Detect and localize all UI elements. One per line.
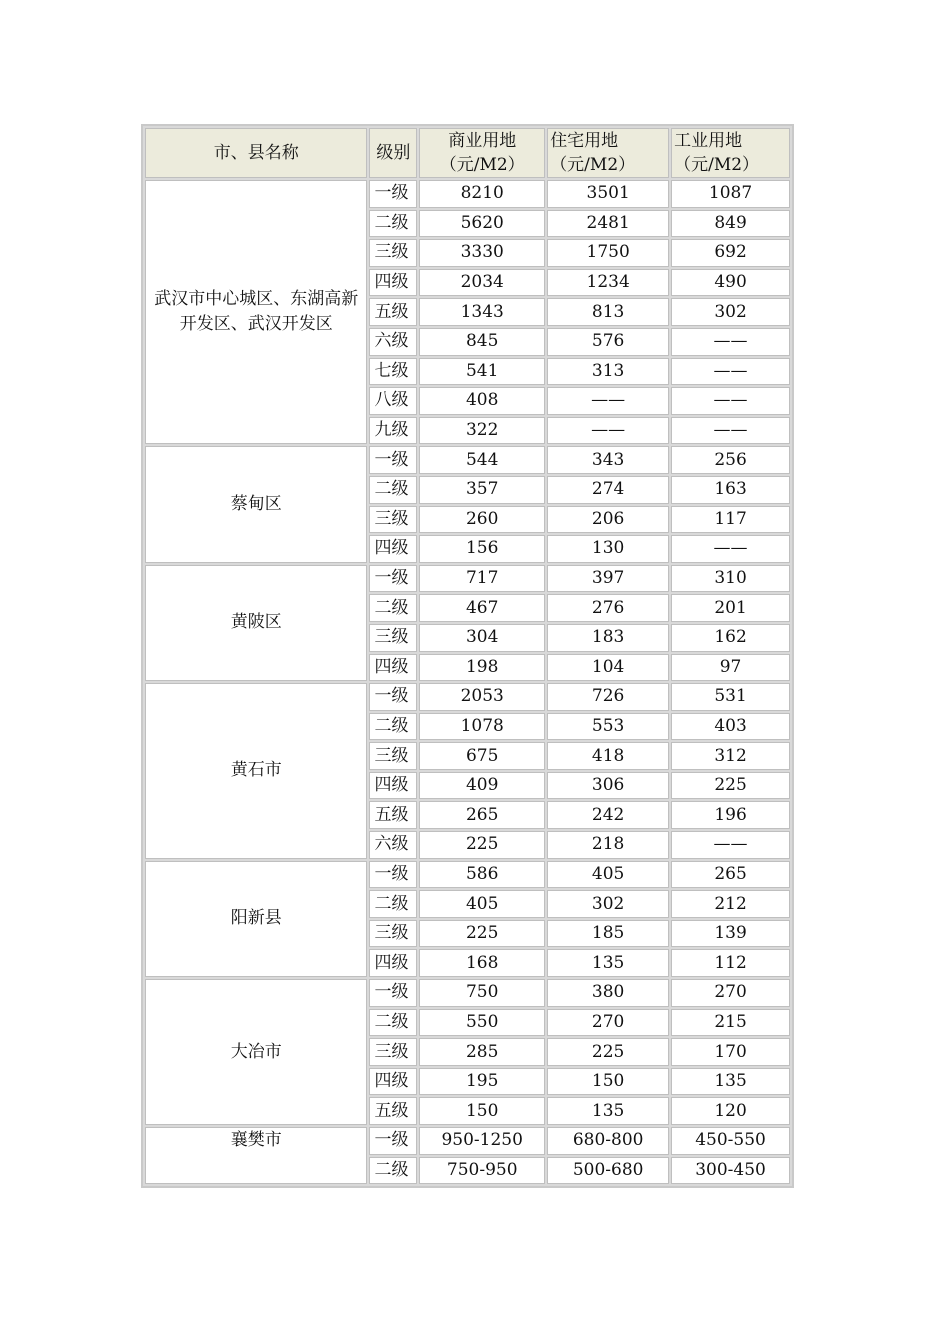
commercial-price-cell: 544: [419, 446, 545, 474]
industrial-price-cell: 849: [671, 210, 790, 238]
level-cell: 二级: [369, 476, 417, 504]
level-cell: 八级: [369, 387, 417, 415]
industrial-price-cell: 270: [671, 979, 790, 1007]
commercial-price-cell: 225: [419, 831, 545, 859]
land-price-table-container: [141, 124, 794, 1188]
residential-price-cell: 104: [547, 654, 669, 682]
level-cell: 四级: [369, 654, 417, 682]
commercial-price-cell: 357: [419, 476, 545, 504]
residential-price-cell: 680-800: [547, 1127, 669, 1155]
industrial-price-cell: 692: [671, 239, 790, 267]
commercial-price-cell: 586: [419, 861, 545, 889]
commercial-price-cell: 405: [419, 890, 545, 918]
industrial-price-cell: 215: [671, 1009, 790, 1037]
level-cell: 三级: [369, 624, 417, 652]
level-cell: 三级: [369, 920, 417, 948]
commercial-price-cell: 845: [419, 328, 545, 356]
table-row: [145, 979, 790, 1007]
industrial-price-cell: 139: [671, 920, 790, 948]
commercial-price-cell: 717: [419, 565, 545, 593]
industrial-price-cell: 162: [671, 624, 790, 652]
commercial-price-cell: 168: [419, 949, 545, 977]
residential-price-cell: 3501: [547, 180, 669, 208]
industrial-price-cell: 302: [671, 298, 790, 326]
region-name-cell: 蔡甸区: [145, 446, 367, 562]
industrial-price-cell: 163: [671, 476, 790, 504]
commercial-price-cell: 541: [419, 358, 545, 386]
residential-price-cell: 135: [547, 1097, 669, 1125]
header-level: 级别: [369, 128, 417, 178]
region-name-cell: 阳新县: [145, 861, 367, 977]
level-cell: 六级: [369, 328, 417, 356]
industrial-price-cell: 97: [671, 654, 790, 682]
industrial-price-cell: ——: [671, 417, 790, 445]
industrial-price-cell: 312: [671, 742, 790, 770]
residential-price-cell: 380: [547, 979, 669, 1007]
residential-price-cell: 726: [547, 683, 669, 711]
level-cell: 二级: [369, 890, 417, 918]
table-header-row: [145, 128, 790, 178]
level-cell: 六级: [369, 831, 417, 859]
commercial-price-cell: 1343: [419, 298, 545, 326]
residential-price-cell: 183: [547, 624, 669, 652]
industrial-price-cell: 196: [671, 801, 790, 829]
industrial-price-cell: 117: [671, 506, 790, 534]
industrial-price-cell: 212: [671, 890, 790, 918]
residential-price-cell: 225: [547, 1038, 669, 1066]
industrial-price-cell: ——: [671, 328, 790, 356]
residential-price-cell: 150: [547, 1068, 669, 1096]
industrial-price-cell: 310: [671, 565, 790, 593]
commercial-price-cell: 150: [419, 1097, 545, 1125]
region-name-cell: 武汉市中心城区、东湖高新开发区、武汉开发区: [145, 180, 367, 444]
industrial-price-cell: ——: [671, 387, 790, 415]
industrial-price-cell: 112: [671, 949, 790, 977]
header-residential: 住宅用地（元/M2）: [547, 128, 669, 178]
level-cell: 五级: [369, 1097, 417, 1125]
residential-price-cell: 276: [547, 594, 669, 622]
residential-price-cell: 1234: [547, 269, 669, 297]
level-cell: 二级: [369, 210, 417, 238]
residential-price-cell: 218: [547, 831, 669, 859]
table-row: [145, 180, 790, 208]
level-cell: 九级: [369, 417, 417, 445]
header-commercial: 商业用地（元/M2）: [419, 128, 545, 178]
table-row: [145, 861, 790, 889]
industrial-price-cell: 300-450: [671, 1157, 790, 1185]
level-cell: 四级: [369, 269, 417, 297]
level-cell: 一级: [369, 565, 417, 593]
level-cell: 一级: [369, 683, 417, 711]
level-cell: 三级: [369, 239, 417, 267]
commercial-price-cell: 5620: [419, 210, 545, 238]
commercial-price-cell: 3330: [419, 239, 545, 267]
level-cell: 二级: [369, 713, 417, 741]
header-region: 市、县名称: [145, 128, 367, 178]
residential-price-cell: 2481: [547, 210, 669, 238]
residential-price-cell: 405: [547, 861, 669, 889]
level-cell: 四级: [369, 1068, 417, 1096]
industrial-price-cell: 170: [671, 1038, 790, 1066]
residential-price-cell: 135: [547, 949, 669, 977]
residential-price-cell: 313: [547, 358, 669, 386]
level-cell: 一级: [369, 861, 417, 889]
commercial-price-cell: 8210: [419, 180, 545, 208]
land-price-table: [141, 124, 794, 1188]
residential-price-cell: 270: [547, 1009, 669, 1037]
table-body: [145, 180, 790, 1184]
level-cell: 三级: [369, 742, 417, 770]
commercial-price-cell: 304: [419, 624, 545, 652]
commercial-price-cell: 750: [419, 979, 545, 1007]
industrial-price-cell: 135: [671, 1068, 790, 1096]
industrial-price-cell: ——: [671, 358, 790, 386]
commercial-price-cell: 409: [419, 772, 545, 800]
residential-price-cell: 500-680: [547, 1157, 669, 1185]
region-name-cell: 襄樊市: [145, 1127, 367, 1184]
industrial-price-cell: 450-550: [671, 1127, 790, 1155]
region-name-cell: 黄石市: [145, 683, 367, 859]
commercial-price-cell: 550: [419, 1009, 545, 1037]
level-cell: 二级: [369, 594, 417, 622]
table-row: [145, 446, 790, 474]
industrial-price-cell: ——: [671, 831, 790, 859]
table-row: [145, 565, 790, 593]
residential-price-cell: 813: [547, 298, 669, 326]
residential-price-cell: 576: [547, 328, 669, 356]
commercial-price-cell: 322: [419, 417, 545, 445]
residential-price-cell: 418: [547, 742, 669, 770]
residential-price-cell: 1750: [547, 239, 669, 267]
industrial-price-cell: 120: [671, 1097, 790, 1125]
commercial-price-cell: 156: [419, 535, 545, 563]
residential-price-cell: 553: [547, 713, 669, 741]
industrial-price-cell: 256: [671, 446, 790, 474]
industrial-price-cell: 531: [671, 683, 790, 711]
industrial-price-cell: 201: [671, 594, 790, 622]
level-cell: 一级: [369, 1127, 417, 1155]
residential-price-cell: ——: [547, 417, 669, 445]
level-cell: 三级: [369, 1038, 417, 1066]
level-cell: 五级: [369, 298, 417, 326]
residential-price-cell: 302: [547, 890, 669, 918]
level-cell: 五级: [369, 801, 417, 829]
commercial-price-cell: 675: [419, 742, 545, 770]
commercial-price-cell: 408: [419, 387, 545, 415]
residential-price-cell: 206: [547, 506, 669, 534]
region-name-cell: 黄陂区: [145, 565, 367, 681]
residential-price-cell: 274: [547, 476, 669, 504]
industrial-price-cell: ——: [671, 535, 790, 563]
commercial-price-cell: 195: [419, 1068, 545, 1096]
industrial-price-cell: 225: [671, 772, 790, 800]
residential-price-cell: 242: [547, 801, 669, 829]
level-cell: 一级: [369, 979, 417, 1007]
header-industrial: 工业用地（元/M2）: [671, 128, 790, 178]
commercial-price-cell: 467: [419, 594, 545, 622]
commercial-price-cell: 2053: [419, 683, 545, 711]
level-cell: 四级: [369, 772, 417, 800]
level-cell: 二级: [369, 1157, 417, 1185]
commercial-price-cell: 260: [419, 506, 545, 534]
level-cell: 一级: [369, 446, 417, 474]
commercial-price-cell: 2034: [419, 269, 545, 297]
industrial-price-cell: 1087: [671, 180, 790, 208]
industrial-price-cell: 265: [671, 861, 790, 889]
residential-price-cell: 130: [547, 535, 669, 563]
table-row: [145, 683, 790, 711]
commercial-price-cell: 265: [419, 801, 545, 829]
commercial-price-cell: 950-1250: [419, 1127, 545, 1155]
level-cell: 三级: [369, 506, 417, 534]
commercial-price-cell: 198: [419, 654, 545, 682]
level-cell: 七级: [369, 358, 417, 386]
industrial-price-cell: 403: [671, 713, 790, 741]
residential-price-cell: 343: [547, 446, 669, 474]
commercial-price-cell: 750-950: [419, 1157, 545, 1185]
residential-price-cell: 397: [547, 565, 669, 593]
commercial-price-cell: 1078: [419, 713, 545, 741]
level-cell: 二级: [369, 1009, 417, 1037]
residential-price-cell: ——: [547, 387, 669, 415]
level-cell: 四级: [369, 535, 417, 563]
level-cell: 一级: [369, 180, 417, 208]
industrial-price-cell: 490: [671, 269, 790, 297]
table-row: [145, 1127, 790, 1155]
level-cell: 四级: [369, 949, 417, 977]
residential-price-cell: 306: [547, 772, 669, 800]
residential-price-cell: 185: [547, 920, 669, 948]
commercial-price-cell: 285: [419, 1038, 545, 1066]
region-name-cell: 大冶市: [145, 979, 367, 1125]
commercial-price-cell: 225: [419, 920, 545, 948]
